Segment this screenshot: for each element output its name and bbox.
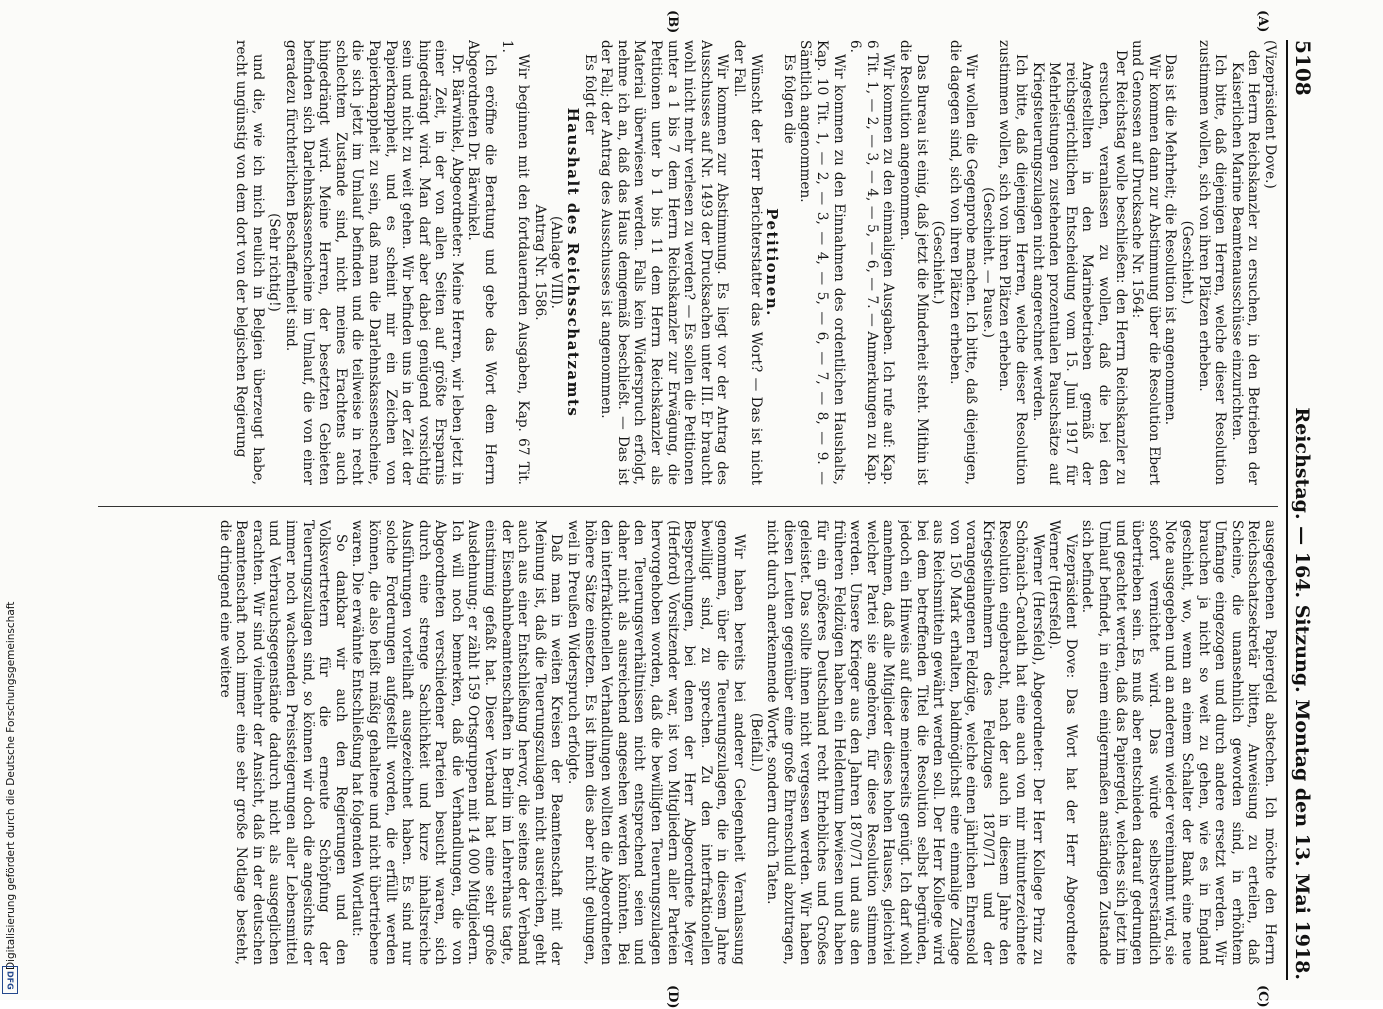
paragraph: Wir kommen dann zur Abstimmung über die Resolution Ebert und Genossen auf Drucksache Nr. 1564: — [1129, 40, 1162, 485]
paragraph: Wir kommen zu den einmaligen Ausgaben. Ich rufe auf: Kap. 6 Tit. 1, — 2, — 3, — 4, — 5, — 6, — 7. — Anmerkungen zu Kap. 6. — [847, 40, 897, 485]
paragraph: Wünscht der Herr Berichterstatter das Wort? — Das ist nicht der Fall. — [731, 40, 764, 485]
page-number: 5108 — [1291, 40, 1315, 96]
text-column-right — [98, 520, 1278, 965]
column-divider — [98, 506, 1278, 507]
paragraph: (Anlage VIII). — [548, 216, 565, 309]
paragraph: Der Reichstag wolle beschließen: den Herrn Reichskanzler zu ersuchen, veranlassen zu wollen, daß die bei den Angestellten in den Marinebetrieben gemäß der reichsgerichtlichen Entscheidung vom 15. Juni 1917 für Mehrleistungen zustehenden prozentualen Pauschsätze auf Kriegsteuerungszulagen nicht angerechnet werden. — [1029, 50, 1129, 485]
paragraph: Ich bitte, daß diejenigen Herren, welche dieser Resolution zustimmen wollen, sich von ihren Plätzen erheben. — [1195, 40, 1229, 485]
paragraph: So dankbar wir auch den Regierungen und den Volksvertretern für die erneute Schöpfung der Teuerungszulagen sind, so können wir doch die angesichts der immer noch wachsenden Preissteigerungen aller Lebensmittel und Verbrauchsgegenstände dadurch nicht als ausgeglichen erachten. Wir sind vielmehr der Ansicht, daß in der deutschen Beamtenschaft noch immer eine sehr große Notlage besteht, die dringend eine weitere — [216, 520, 349, 965]
paragraph: (Beifall.) — [747, 712, 764, 773]
paragraph: Wir kommen zur Abstimmung. Es liegt vor der Antrag des Ausschusses auf Nr. 1493 der Drucksachen unter III. Er braucht wohl nicht mehr verlesen zu werden? — Es sollen die Petitionen unter a 1 bis 7 dem Herrn Reichskanzler zur Erwägung, die Petitionen unter b 1 bis 11 dem Herrn Reichskanzler als Material überwiesen werden. Falls kein Widerspruch erfolgt, nehme ich an, daß das Haus demgemäß beschließt. — Das ist der Fall; der Antrag des Ausschusses ist angenommen. — [598, 40, 731, 485]
margin-mark-c: (C) — [1255, 985, 1270, 1008]
paragraph: Ich eröffne die Beratung und gebe das Wort dem Herrn Abgeordneten Dr. Bärwinkel. — [465, 40, 499, 485]
paragraph: Das ist die Mehrheit; die Resolution ist angenommen. — [1162, 54, 1179, 426]
text-column-left — [98, 40, 1278, 485]
paragraph: Wir beginnen mit den fortdauernden Ausgaben, Kap. 67 Tit. 1. — [498, 40, 532, 485]
paragraph: Vizepräsident Dove: Das Wort hat der Herr Abgeordnete Werner (Hersfeld). — [1046, 520, 1079, 965]
paragraph: ausgegebenen Papiergeld abstechen. Ich möchte den Herrn Reichsschatzsekretär bitten, Anweisung zu erteilen, daß Scheine, die unansehnlich geworden sind, in erhöhtem Umfange eingezogen und durch andere ersetzt werden. Wir brauchen ja nicht so weit zu gehen, wie es in England geschieht, wo, wenn an einem Schalter der Bank eine neue Note ausgegeben und an anderem wieder vereinnahmt wird, sie sofort vernichtet wird. Das würde selbstverständlich übertrieben sein. Es muß aber entschieden darauf gedrungen und geachtet werden, daß das Papiergeld, welches sich jetzt im Umlauf befindet, in einem einigermaßen anständigen Zustande sich befindet. — [1079, 520, 1278, 965]
paragraph: (Vizepräsident Dove.) — [1262, 40, 1278, 189]
paragraph: Dr. Bärwinkel, Abgeordneter: Meine Herren, wir leben jetzt in einer Zeit, in der von allen Seiten auf größte Ersparnis hingedrängt wird. Man darf aber dabei genügend vorsichtig sein und nicht zu weit gehen. Wir befinden uns in der Zeit der Papierknappheit, und es scheint mir ein Zeichen von Papierknappheit zu sein, daß man die Darlehnskassenscheine, die sich jetzt im Umlauf befinden und die teilweise in recht schlechtem Zustande sind, nicht meines Erachtens auch hingedrängt wird. Meine Herren, der besetzten Gebieten befinden sich Darlehnskassenscheine im Umlauf, die von einer geradezu fürchterlichen Beschaffenheit sind. — [282, 40, 465, 485]
paragraph: Daß man in weiten Kreisen der Beamtenschaft mit der Meinung ist, daß die Teuerungszulagen nicht ausreichen, geht auch aus einer Entschließung hervor, die seitens der Verband der Eisenbahnbeamtenschaften in Berlin im Lehrerhaus tagte, einstimmig gefaßt hat. Dieser Verband hat eine sehr große Ausdehnung; er zählt 159 Ortsgruppen mit 14 000 Mitgliedern. Ich will noch bemerken, daß die Verhandlungen, die von Abgeordneten verschiedener Parteien besucht waren, sich durch eine strenge Sachlichkeit und kurze inhaltsreiche Ausführungen vorteilhaft ausgezeichnet haben. Es sind nur solche Forderungen aufgestellt worden, die erfüllt werden können, die also heißt mäßig gehaltene und nicht übertriebene waren. Die erwähnte Entschließung hat folgenden Wortlaut: — [349, 520, 565, 965]
dfg-logo: DFG — [2, 966, 18, 994]
paragraph: Petitionen. — [763, 208, 782, 317]
paragraph: Es folgen die — [780, 54, 797, 144]
paragraph: Antrag Nr. 1586. — [531, 204, 548, 321]
paragraph: Wir kommen zu den Einnahmen des ordentlichen Haushalts, Kap. 10 Tit. 1, — 2, — 3, — 4, — 5, — 6, — 7, — 8, — 9. — Sämtlich angenommen. — [797, 40, 847, 485]
margin-mark-d: (D) — [665, 985, 680, 1009]
paragraph: Werner (Hersfeld), Abgeordneter: Der Herr Kollege Prinz zu Schönaich-Carolath hat eine auch von mir mitunterzeichnete Resolution eingebracht, nach der auch in diesem Jahre den Kriegsteilnehmern des Feldzuges 1870/71 und der vorangegangenen Feldzüge, welche einen jährlichen Ehrensold von 150 Mark erhalten, baldmöglichst eine einmalige Zulage aus Reichsmitteln gewährt werden soll. Der Herr Kollege wird bei dem betreffenden Titel die Resolution selbst begründen, jedoch ein Hinweis auf diese meinerseits genügt. Ich darf wohl annehmen, daß alle Mitglieder dieses hohen Hauses, gleichviel welcher Partei sie angehören, für diese Resolution stimmen werden. Unsere Krieger aus den Jahren 1870/71 und aus den früheren Feldzügen haben ein Heldentum bewiesen und haben für ein größeres Deutschland recht Erhebliches und Großes geleistet. Das sollte ihnen nicht vergessen werden. Wir haben diesen Leuten gegenüber eine große Ehrenschuld abzutragen, nicht durch anerkennende Worte, sondern durch Taten. — [764, 520, 1046, 965]
digitization-credit: Digitalisierung gefördert durch die Deutsche Forschungsgemeinschaft — [5, 601, 17, 970]
paragraph: (Geschieht.) — [930, 220, 947, 305]
margin-mark-a: (A) — [1255, 10, 1270, 33]
paragraph: Das Bureau ist einig, daß jetzt die Minderheit steht. Mithin ist die Resolution angenommen. — [896, 40, 930, 485]
paragraph: (Geschieht. — Pause.) — [979, 187, 996, 338]
header-title: Reichstag. — 164. Sitzung. Montag den 13. Mai 1918. — [1291, 407, 1313, 980]
paragraph: (Geschieht.) — [1179, 220, 1196, 305]
paragraph: den Herrn Reichskanzler zu ersuchen, in den Betrieben der Kaiserlichen Marine Beamtenausschüsse einzurichten. — [1228, 50, 1262, 485]
paragraph: und die, wie ich mich neulich in Belgien überzeugt habe, recht ungünstig von dem dort von der belgischen Regierung — [233, 40, 266, 485]
margin-mark-b: (B) — [665, 10, 680, 34]
paragraph: Es folgt der — [581, 54, 598, 135]
paragraph: Wir haben bereits bei anderer Gelegenheit Veranlassung genommen, über die Teuerungszulagen, die in diesem Jahre bewilligt sind, zu sprechen. Zu den interfraktionellen Besprechungen, bei denen der Herr Abgeordnete Meyer (Herford) Vorsitzender war, ist von Mitgliedern aller Parteien hervorgehoben worden, daß die bewilligten Teuerungszulagen den Teuerungsverhältnissen nicht entsprechend seien und daher nicht als ausreichend angesehen werden könnten. Bei den interfraktionellen Verhandlungen wollten die Abgeordneten höhere Sätze einsetzen. Es ist ihnen dies aber nicht gelungen, weil in Preußen Widerspruch erfolgte. — [565, 520, 747, 965]
rotated-text-block — [65, 10, 1320, 1009]
paragraph: Haushalt des Reichsschatzamts — [564, 107, 583, 418]
running-header — [1286, 40, 1320, 980]
paragraph: Wir wollen die Gegenprobe machen. Ich bitte, daß diejenigen, die dagegen sind, sich von ihren Plätzen erheben. — [946, 40, 980, 485]
paragraph: Ich bitte, daß diejenigen Herren, welche dieser Resolution zustimmen wollen, sich von ihren Plätzen erheben. — [996, 40, 1030, 485]
paragraph: (Sehr richtig!) — [266, 213, 283, 312]
